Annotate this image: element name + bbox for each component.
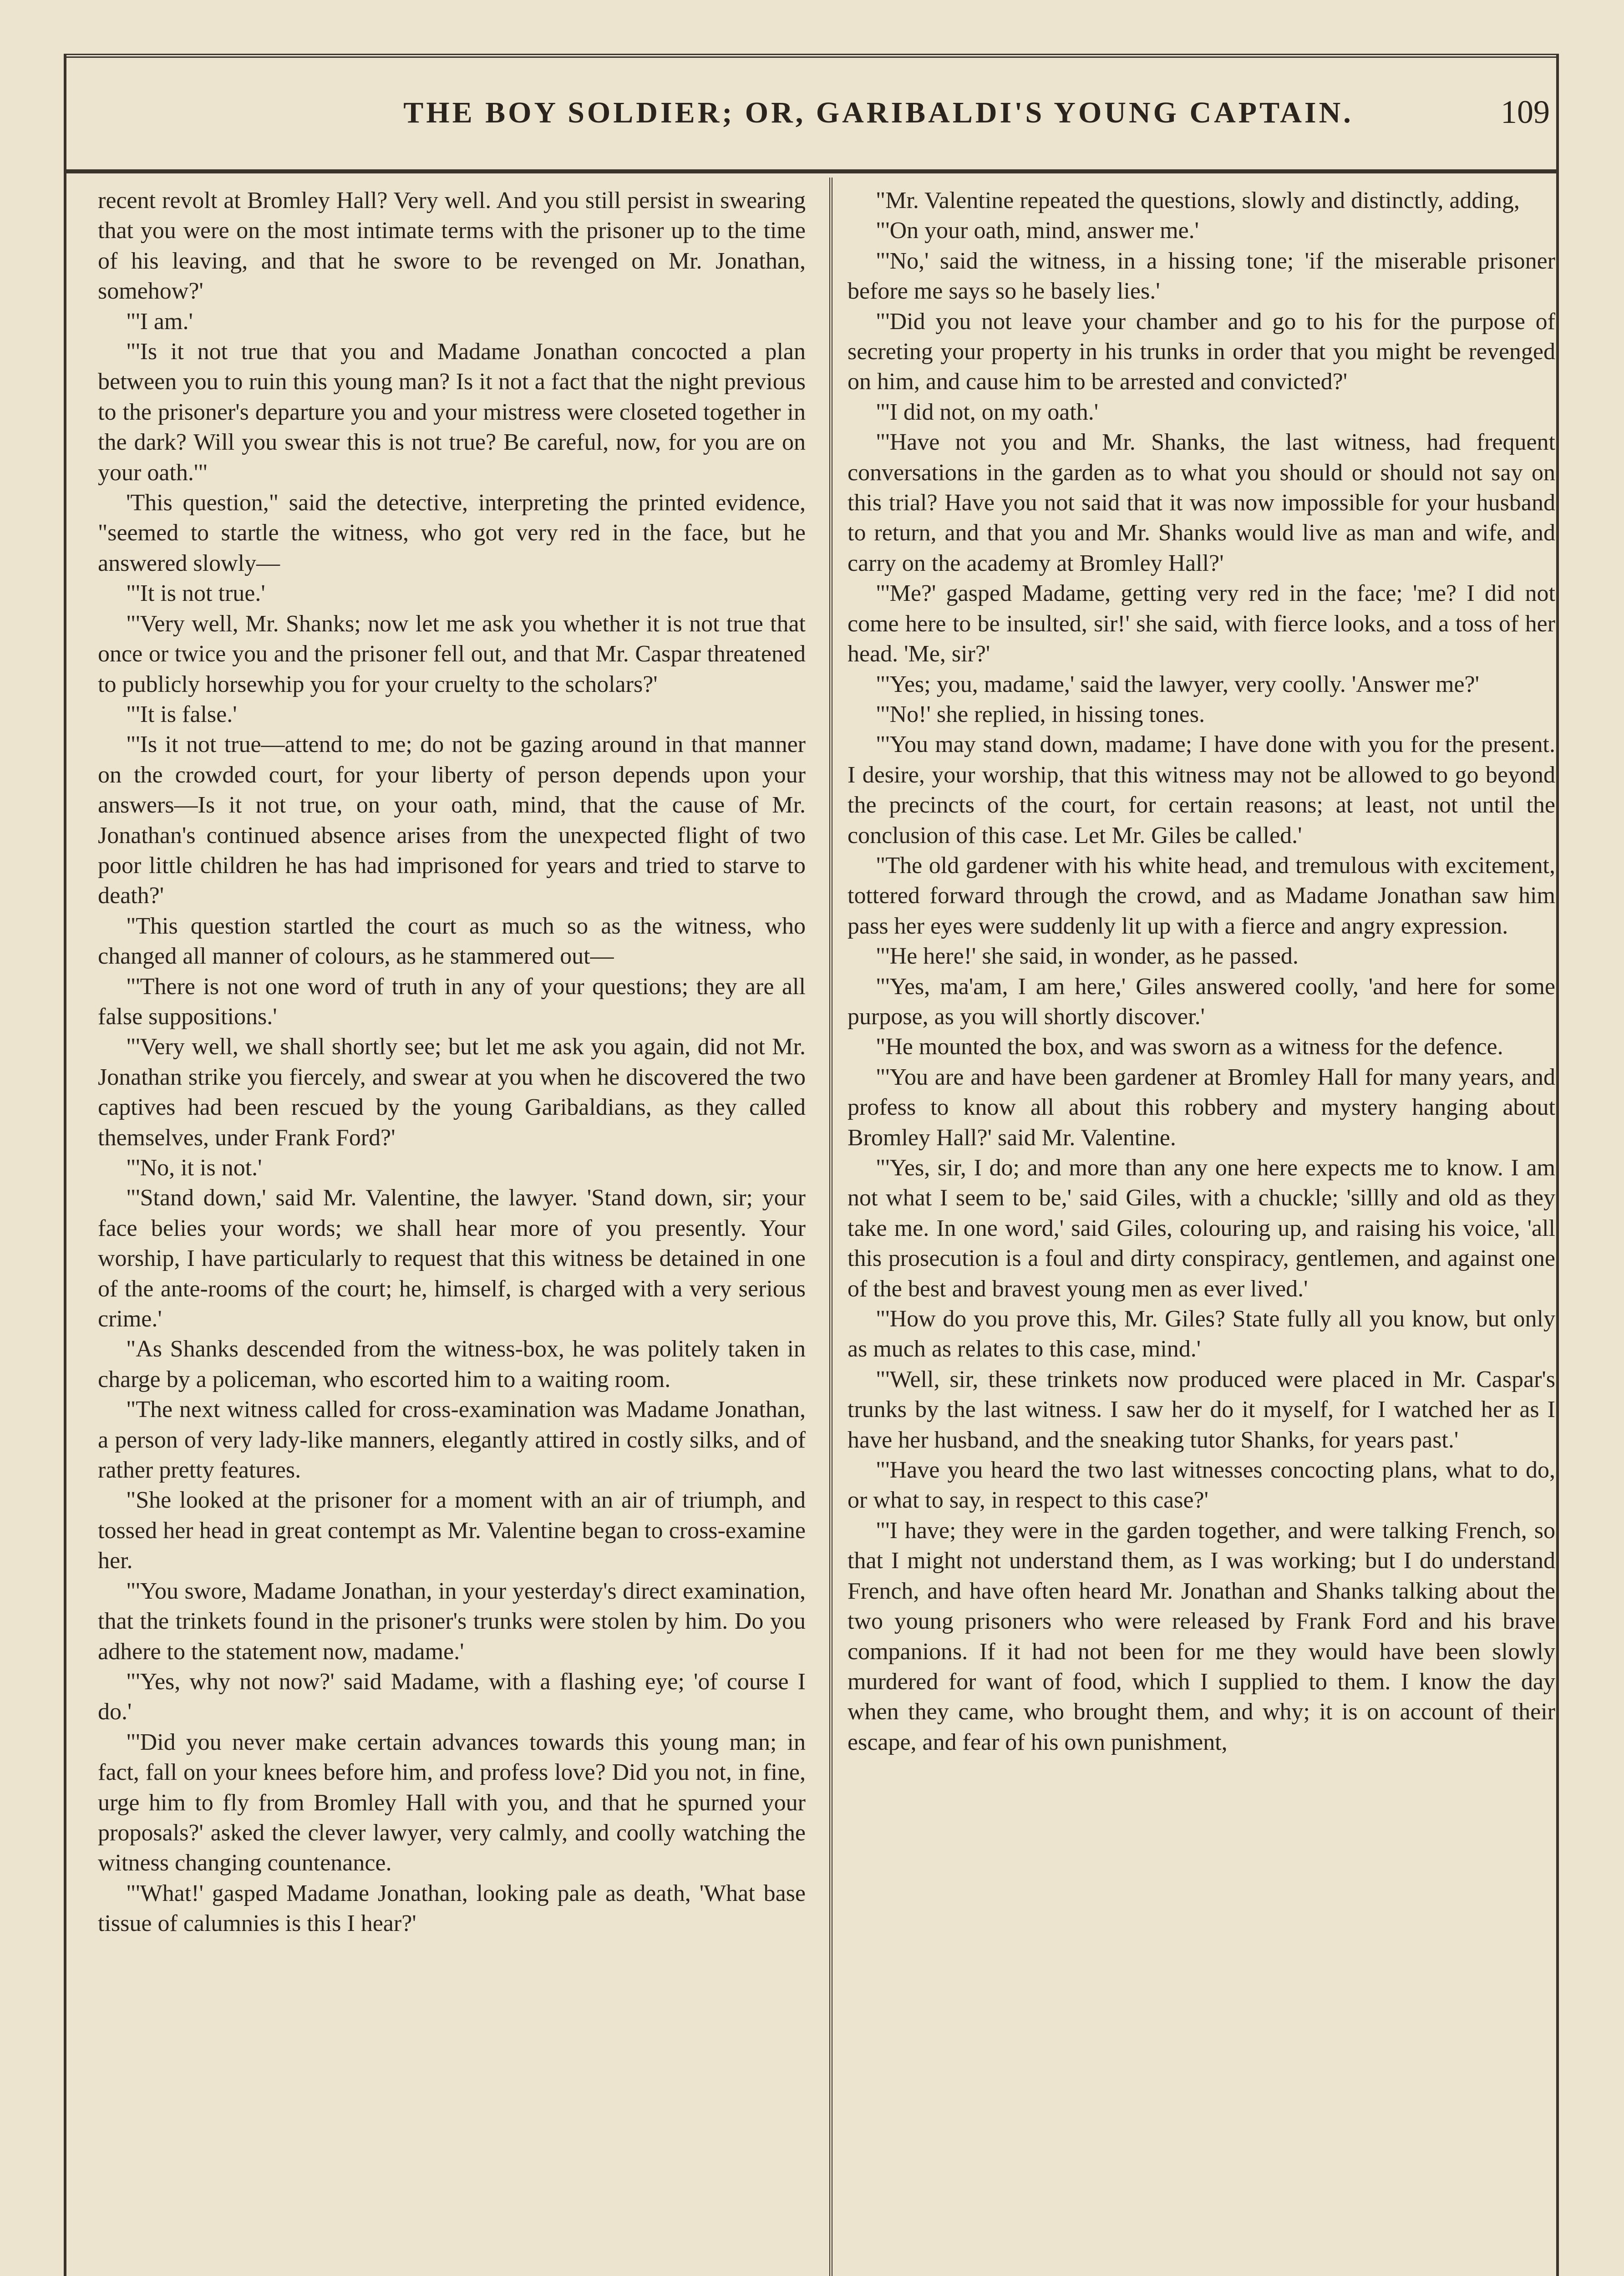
- right-column: [848, 186, 1555, 2276]
- paragraph: "The old gardener with his white head, and tremulous with excitement, tottered forward through the crowd, and as Madame Jonathan saw him pass her eyes were suddenly lit up with a fierce and angry expression.: [848, 852, 1555, 939]
- paragraph: "'No, it is not.': [126, 1155, 262, 1181]
- paragraph: "'I am.': [126, 308, 193, 335]
- column-divider: [829, 178, 832, 2276]
- paragraph: "'Did you never make certain advances towards this young man; in fact, fall on your knees before him, and profess love? Did you not, in fine, urge him to fly from Bromley Hall with you, and that he spurned your proposals?' asked the clever lawyer, very calmly, and coolly watching the witness changing countenance.: [98, 1729, 806, 1876]
- paragraph: "'Have not you and Mr. Shanks, the last witness, had frequent conversations in the garden as to what you should or should not say on this trial? Have you not said that it was now impossible for your husband to return, and that you and Mr. Shanks would live as man and wife, and carry on the academy at Bromley Hall?': [848, 429, 1555, 576]
- paragraph: "'On your oath, mind, answer me.': [876, 218, 1199, 244]
- paragraph: "'Is it not true that you and Madame Jonathan concocted a plan between you to ruin this young man? Is it not a fact that the night previous to the prisoner's departure you and your mistress were closeted together in the dark? Will you swear this is not true? Be careful, now, for you are on your oath.'": [98, 339, 806, 486]
- paragraph: "'There is not one word of truth in any of your questions; they are all false suppositions.': [98, 973, 806, 1030]
- paragraph: "As Shanks descended from the witness-box, he was politely taken in charge by a policeman, who escorted him to a waiting room.: [98, 1336, 806, 1392]
- paragraph: "'Me?' gasped Madame, getting very red in the face; 'me? I did not come here to be insulted, sir!' she said, with fierce looks, and a toss of her head. 'Me, sir?': [848, 580, 1555, 667]
- paragraph: "'How do you prove this, Mr. Giles? State fully all you know, but only as much as relates to this case, mind.': [848, 1306, 1555, 1362]
- paragraph: "'No,' said the witness, in a hissing tone; 'if the miserable prisoner before me says so he basely lies.': [848, 248, 1555, 305]
- paragraph: "'You are and have been gardener at Bromley Hall for many years, and profess to know all about this robbery and mystery hanging about Bromley Hall?' said Mr. Valentine.: [848, 1064, 1555, 1151]
- paragraph: "'Did you not leave your chamber and go to his for the purpose of secreting your property in his trunks in order that you might be revenged on him, and cause him to be arrested and convicted?': [848, 308, 1555, 395]
- paragraph: "'Have you heard the two last witnesses concocting plans, what to do, or what to say, in respect to this case?': [848, 1457, 1555, 1514]
- paragraph: "'You may stand down, madame; I have done with you for the present. I desire, your worship, that this witness may not be allowed to go beyond the precincts of the court, for certain reasons; at least, not until the conclusion of this case. Let Mr. Giles be called.': [848, 732, 1555, 848]
- paragraph: "'Well, sir, these trinkets now produced were placed in Mr. Caspar's trunks by the last witness. I saw her do it myself, for I watched her as I have her husband, and the sneaking tutor Shanks, for years past.': [848, 1366, 1555, 1453]
- paragraph: "'Very well, we shall shortly see; but let me ask you again, did not Mr. Jonathan strike you fiercely, and swear at you when he discovered the two captives had been rescued by the young Garibaldians, as they called themselves, under Frank Ford?': [98, 1034, 806, 1151]
- paragraph: "'Yes, sir, I do; and more than any one here expects me to know. I am not what I seem to be,' said Giles, with a chuckle; 'sillly and old as they take me. In one word,' said Giles, colouring up, and raising his voice, 'all this prosecution is a foul and dirty conspiracy, gentlemen, and against one of the best and bravest young men as ever lived.': [848, 1155, 1555, 1302]
- paragraph: "'Yes, ma'am, I am here,' Giles answered coolly, 'and here for some purpose, as you will shortly discover.': [848, 973, 1555, 1030]
- paragraph: "'He here!' she said, in wonder, as he passed.: [876, 943, 1299, 970]
- paragraph: "This question startled the court as much so as the witness, who changed all manner of colours, as he stammered out—: [98, 913, 806, 970]
- paragraph: "Mr. Valentine repeated the questions, slowly and distinctly, adding,: [876, 188, 1520, 213]
- paragraph: "'I did not, on my oath.': [876, 399, 1099, 425]
- paragraph: "'No!' she replied, in hissing tones.: [876, 701, 1205, 727]
- paragraph: "'You swore, Madame Jonathan, in your yesterday's direct examination, that the trinkets found in the prisoner's trunks were stolen by him. Do you adhere to the statement now, madame.': [98, 1578, 806, 1665]
- header-rule: [64, 169, 1559, 173]
- paragraph: "He mounted the box, and was sworn as a witness for the defence.: [876, 1034, 1503, 1060]
- paragraph: "'It is false.': [126, 701, 237, 727]
- paragraph: "'Very well, Mr. Shanks; now let me ask you whether it is not true that once or twice you and the prisoner fell out, and that Mr. Caspar threatened to publicly horsewhip you for your cruelty to the scholars?': [98, 610, 806, 697]
- paragraph: 'This question," said the detective, interpreting the printed evidence, "seemed to startle the witness, who got very red in the face, but he answered slowly—: [98, 490, 806, 576]
- top-rule: [64, 54, 1559, 58]
- page-number: 109: [1501, 94, 1550, 130]
- paragraph: "'Yes; you, madame,' said the lawyer, very coolly. 'Answer me?': [876, 671, 1479, 697]
- left-column: [98, 186, 806, 2276]
- paragraph: "'It is not true.': [126, 580, 265, 607]
- paragraph: "'Is it not true—attend to me; do not be gazing around in that manner on the crowded court, for your liberty of person depends upon your answers—Is it not true, on your oath, mind, that the cause of Mr. Jonathan's continued absence arises from the unexpected flight of two poor little children he has had imprisoned for years and tried to starve to death?': [98, 732, 806, 909]
- paragraph: "She looked at the prisoner for a moment with an air of triumph, and tossed her head in great contempt as Mr. Valentine began to cross-examine her.: [98, 1487, 806, 1574]
- paragraph: "'I have; they were in the garden together, and were talking French, so that I might not understand them, as I was working; but I do understand French, and have often heard Mr. Jonathan and Shanks talking about the two young prisoners who were released by Frank Ford and his brave companions. If it had not been for me they would have been slowly murdered for want of food, which I supplied to them. I know the day when they came, who brought them, and why; it is on account of their escape, and fear of his own punishment,: [848, 1517, 1555, 1755]
- paragraph: "The next witness called for cross-examination was Madame Jonathan, a person of very lady-like manners, elegantly attired in costly silks, and of rather pretty features.: [98, 1397, 806, 1483]
- paragraph: "'What!' gasped Madame Jonathan, looking pale as death, 'What base tissue of calumnies is this I hear?': [98, 1880, 806, 1937]
- paragraph: recent revolt at Bromley Hall? Very well. And you still persist in swearing that you were on the most intimate terms with the prisoner up to the time of his leaving, and that he swore to be revenged on Mr. Jonathan, somehow?': [98, 188, 806, 305]
- paragraph: "'Stand down,' said Mr. Valentine, the lawyer. 'Stand down, sir; your face belies your words; we shall hear more of you presently. Your worship, I have particularly to request that this witness be detained in one of the ante-rooms of the court; he, himself, is charged with a very serious crime.': [98, 1185, 806, 1332]
- paragraph: "'Yes, why not now?' said Madame, with a flashing eye; 'of course I do.': [98, 1668, 806, 1725]
- running-title: THE BOY SOLDIER; OR, GARIBALDI'S YOUNG CAPTAIN.: [403, 96, 1354, 129]
